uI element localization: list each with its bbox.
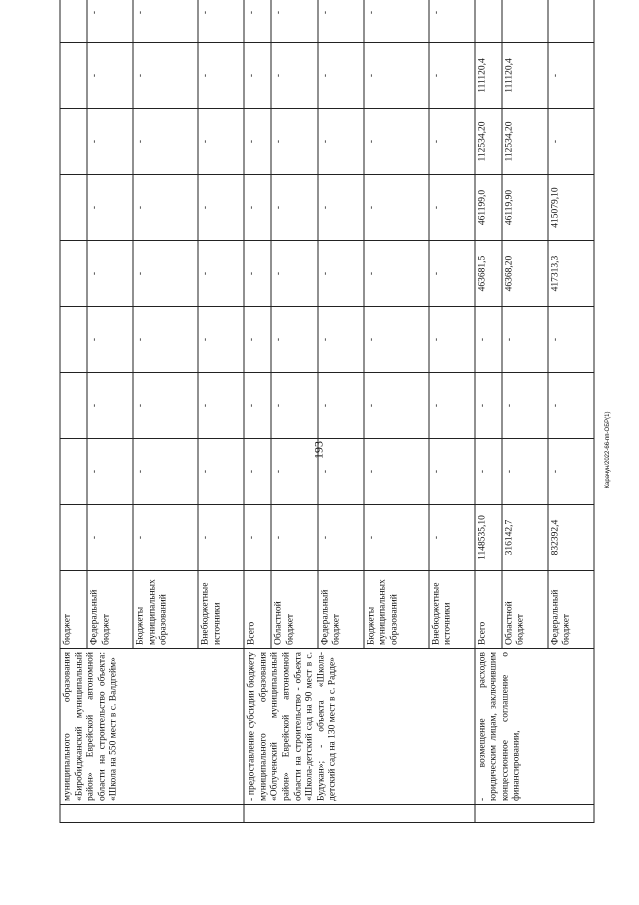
funding-source-cell: Внебюджетные источники bbox=[429, 571, 475, 649]
amount-cell: - bbox=[198, 373, 244, 439]
amount-cell: - bbox=[364, 43, 429, 109]
funding-source-cell: Федеральный бюджет bbox=[548, 571, 594, 649]
amount-cell: - bbox=[244, 0, 271, 43]
measure-description-cell: - предоставление субсидии бюджету муниципального образования «Облученский муниципальный район» Еврейской автономной области на строительство - объекта «Школа-детский сад на 90 мест в с. Будукан»; - объекта «Школа-детский сад на 130 мест в с. Радде» bbox=[244, 649, 474, 805]
amount-cell: 112534,20 bbox=[502, 109, 548, 175]
amount-cell: - bbox=[429, 241, 475, 307]
amount-cell: - bbox=[133, 307, 198, 373]
amount-cell: 46368,20 bbox=[502, 241, 548, 307]
funding-source-cell: Областной бюджет bbox=[271, 571, 317, 649]
amount-cell: 1148535,10 bbox=[475, 505, 502, 571]
funding-source-cell: Федеральный бюджет bbox=[318, 571, 364, 649]
measure-description-cell: муниципального образования «Биробиджанский муниципальный район» Еврейской автономной области на строительство объекта: «Школа на 550 мест в с. Валдгейм» bbox=[60, 649, 244, 805]
amount-cell: 461199,0 bbox=[475, 175, 502, 241]
amount-cell: 111120,4 bbox=[475, 43, 502, 109]
amount-cell: - bbox=[244, 307, 271, 373]
amount-cell: - bbox=[133, 373, 198, 439]
amount-cell: - bbox=[548, 307, 594, 373]
amount-cell: - bbox=[502, 439, 548, 505]
row-number-cell bbox=[60, 805, 244, 823]
amount-cell: - bbox=[87, 43, 133, 109]
amount-cell: - bbox=[475, 307, 502, 373]
measure-description-cell: - возмещение расходов юридическим лицам, заключившим концессионное соглашение о финансировании, bbox=[475, 649, 594, 805]
amount-cell: - bbox=[429, 373, 475, 439]
amount-cell: - bbox=[244, 505, 271, 571]
amount-cell: - bbox=[133, 175, 198, 241]
amount-cell: - bbox=[318, 43, 364, 109]
amount-cell: 112534,20 bbox=[475, 109, 502, 175]
budget-table-rotated bbox=[60, 10, 595, 823]
amount-cell: 316142,7 bbox=[502, 505, 548, 571]
amount-cell: - bbox=[475, 439, 502, 505]
amount-cell: - bbox=[364, 109, 429, 175]
amount-cell: - bbox=[133, 0, 198, 43]
amount-cell bbox=[60, 43, 87, 109]
funding-source-cell: Внебюджетные источники bbox=[198, 571, 244, 649]
amount-cell: - bbox=[429, 505, 475, 571]
amount-cell: - bbox=[364, 241, 429, 307]
amount-cell: - bbox=[198, 0, 244, 43]
amount-cell: - bbox=[429, 439, 475, 505]
amount-cell: - bbox=[271, 241, 317, 307]
amount-cell: - bbox=[244, 241, 271, 307]
amount-cell: - bbox=[198, 439, 244, 505]
amount-cell bbox=[60, 373, 87, 439]
amount-cell: - bbox=[87, 373, 133, 439]
amount-cell: - bbox=[244, 373, 271, 439]
amount-cell: - bbox=[318, 0, 364, 43]
funding-source-cell: Областной бюджет bbox=[502, 571, 548, 649]
amount-cell: - bbox=[548, 439, 594, 505]
page-number: 193 bbox=[311, 441, 326, 459]
amount-cell: - bbox=[198, 43, 244, 109]
amount-cell bbox=[502, 0, 548, 43]
amount-cell: - bbox=[364, 0, 429, 43]
amount-cell: - bbox=[198, 307, 244, 373]
amount-cell: - bbox=[429, 43, 475, 109]
funding-source-cell: Всего bbox=[475, 571, 502, 649]
amount-cell: - bbox=[318, 373, 364, 439]
table-row bbox=[244, 0, 271, 823]
funding-source-cell: Федеральный бюджет bbox=[87, 571, 133, 649]
amount-cell: 832392,4 bbox=[548, 505, 594, 571]
row-number-cell bbox=[244, 805, 474, 823]
amount-cell: - bbox=[429, 307, 475, 373]
amount-cell: - bbox=[271, 439, 317, 505]
amount-cell: - bbox=[271, 373, 317, 439]
amount-cell: - bbox=[271, 307, 317, 373]
amount-cell: 46119,90 bbox=[502, 175, 548, 241]
amount-cell: - bbox=[502, 307, 548, 373]
budget-table bbox=[60, 0, 595, 823]
amount-cell: - bbox=[548, 43, 594, 109]
amount-cell: - bbox=[198, 241, 244, 307]
amount-cell: - bbox=[87, 175, 133, 241]
amount-cell: - bbox=[133, 241, 198, 307]
amount-cell bbox=[60, 505, 87, 571]
row-number-cell bbox=[475, 805, 594, 823]
amount-cell: - bbox=[271, 0, 317, 43]
amount-cell: - bbox=[271, 505, 317, 571]
amount-cell: - bbox=[133, 43, 198, 109]
funding-source-cell: Бюджеты муниципальных образований bbox=[133, 571, 198, 649]
amount-cell: - bbox=[271, 175, 317, 241]
amount-cell: - bbox=[318, 241, 364, 307]
amount-cell: - bbox=[548, 373, 594, 439]
amount-cell: - bbox=[198, 505, 244, 571]
amount-cell bbox=[475, 0, 502, 43]
amount-cell: - bbox=[548, 109, 594, 175]
amount-cell: - bbox=[364, 439, 429, 505]
amount-cell: - bbox=[87, 505, 133, 571]
amount-cell: - bbox=[318, 307, 364, 373]
amount-cell: 111120,4 bbox=[502, 43, 548, 109]
amount-cell bbox=[60, 175, 87, 241]
budget-table-body bbox=[60, 0, 594, 823]
amount-cell: - bbox=[271, 43, 317, 109]
funding-source-cell: Бюджеты муниципальных образований bbox=[364, 571, 429, 649]
footer-code: Карачун/2022-66-пп-ОБР(1) bbox=[605, 411, 611, 489]
amount-cell: - bbox=[198, 175, 244, 241]
amount-cell: - bbox=[429, 175, 475, 241]
amount-cell: - bbox=[318, 439, 364, 505]
amount-cell: - bbox=[429, 0, 475, 43]
amount-cell: - bbox=[87, 109, 133, 175]
amount-cell: - bbox=[244, 109, 271, 175]
funding-source-cell: бюджет bbox=[60, 571, 87, 649]
amount-cell: - bbox=[198, 109, 244, 175]
amount-cell bbox=[60, 0, 87, 43]
amount-cell: - bbox=[475, 373, 502, 439]
amount-cell: 415079,10 bbox=[548, 175, 594, 241]
amount-cell: - bbox=[271, 109, 317, 175]
amount-cell: - bbox=[133, 505, 198, 571]
amount-cell: 417313,3 bbox=[548, 241, 594, 307]
funding-source-cell: Всего bbox=[244, 571, 271, 649]
table-row bbox=[60, 0, 87, 823]
amount-cell: - bbox=[318, 175, 364, 241]
amount-cell: - bbox=[133, 109, 198, 175]
amount-cell: - bbox=[133, 439, 198, 505]
amount-cell: - bbox=[364, 175, 429, 241]
amount-cell: - bbox=[364, 307, 429, 373]
amount-cell: - bbox=[318, 505, 364, 571]
amount-cell: - bbox=[87, 241, 133, 307]
amount-cell: - bbox=[87, 307, 133, 373]
amount-cell bbox=[60, 241, 87, 307]
amount-cell bbox=[60, 439, 87, 505]
amount-cell: - bbox=[318, 109, 364, 175]
amount-cell: - bbox=[87, 0, 133, 43]
amount-cell: - bbox=[502, 373, 548, 439]
amount-cell: - bbox=[244, 175, 271, 241]
amount-cell: - bbox=[244, 439, 271, 505]
amount-cell: - bbox=[364, 505, 429, 571]
amount-cell: 463681,5 bbox=[475, 241, 502, 307]
table-row bbox=[475, 0, 502, 823]
amount-cell: - bbox=[87, 439, 133, 505]
amount-cell bbox=[548, 0, 594, 43]
amount-cell: - bbox=[244, 43, 271, 109]
amount-cell bbox=[60, 307, 87, 373]
amount-cell: - bbox=[364, 373, 429, 439]
amount-cell bbox=[60, 109, 87, 175]
amount-cell: - bbox=[429, 109, 475, 175]
